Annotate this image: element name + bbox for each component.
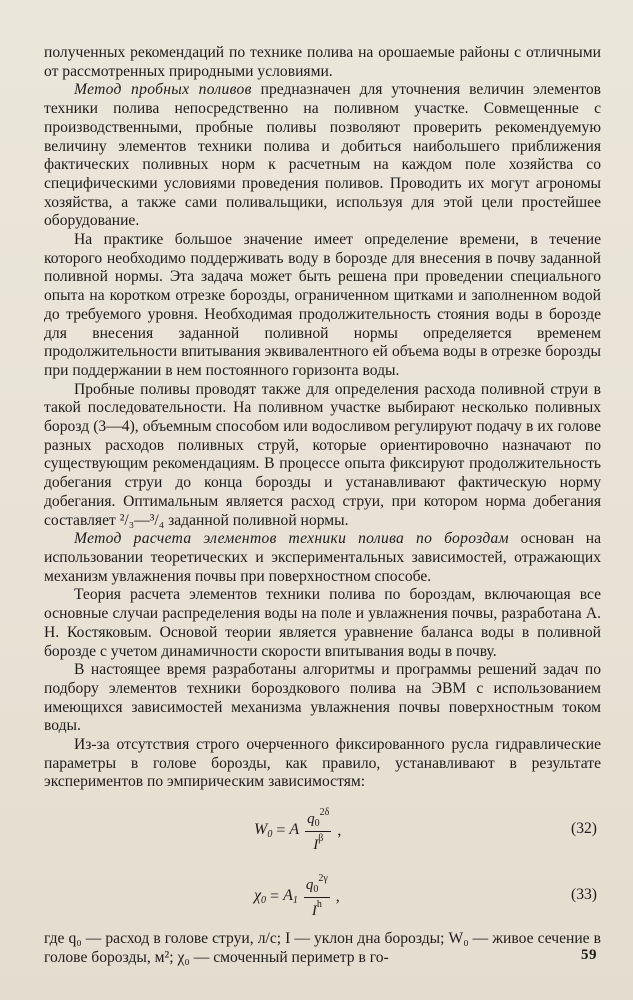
paragraph-text: предназначен для уточнения величин элементов техники полива непосредственно на поливном участке. Совмещенные с производственными, пробные поливы позволяют проверить рекомендуемую величину элементов техники полива и добиться наибольшего приближения фактических поливных норм к расчетным на каждом поле хозяйства со специфическими условиями проведения поливов. Проводить их могут агрономы хозяйства, а также сами поливальщики, используя для этой цели простейшее оборудование. bbox=[44, 81, 602, 230]
formula-expression bbox=[254, 808, 341, 853]
paragraph-calculation-method bbox=[44, 530, 601, 586]
paragraph-water-holding-time bbox=[44, 231, 601, 381]
paragraph-kostyakov-theory bbox=[44, 586, 601, 661]
paragraph-empirical-dependencies bbox=[44, 736, 601, 792]
method-heading: Метод расчета элементов техники полива по бороздам bbox=[74, 530, 509, 548]
formula-denominator: $I^h$ bbox=[311, 899, 322, 920]
paragraph-text: полученных рекомендаций по технике полива на орошаемые районы с отличными от рассмотренных природными условиями. bbox=[44, 44, 601, 80]
equation-number: (32) bbox=[571, 820, 597, 838]
paragraph-text: Из-за отсутствия строго очерченного фиксированного русла гидравлические параметры в голове борозды, как правило, устанавливают в результате экспериментов по эмпирическим зависимостям: bbox=[44, 736, 601, 791]
formula-comma: , bbox=[335, 887, 340, 905]
page-number: 59 bbox=[581, 947, 597, 963]
paragraph-jet-discharge bbox=[44, 381, 601, 531]
paragraph-text: где q₀ — расход в голове струи, л/с; I — уклон дна борозды; W₀ — живое сечение в голове борозды, м²; χ₀ — смоченный периметр в го- bbox=[44, 930, 601, 966]
formula-numerator: $q_0^{2\delta}$ bbox=[305, 808, 331, 832]
paragraph-text: На практике большое значение имеет определение времени, в течение которого необходимо поддерживать воду в борозде для внесения в почву заданной поливной нормы. Эта задача может быть решена при проведении специального опыта на коротком отрезке борозды, ограниченном щитками и заполненном водой до требуемого уровня. Необходимая продолжительность стояния воды в борозде для внесения заданной поливной нормы определяется временем продолжительности впитывания эквивалентного ей объема воды в отрезке борозды при поддержании в нем постоянного горизонта воды. bbox=[44, 231, 601, 379]
formula-numerator: $q_0^{2\gamma}$ bbox=[304, 874, 330, 898]
formula-coefficient: A bbox=[289, 821, 300, 839]
paragraph-text: Теория расчета элементов техники полива по бороздам, включающая все основные случаи распределения воды на поле и увлажнения почвы, разработана А. Н. Костяковым. Основой теории является уравнение баланса воды в поливной борозде с учетом динамичности скорости впитывания воды в почву. bbox=[44, 586, 601, 660]
paragraph-trial-irrigation-method bbox=[44, 81, 601, 231]
paragraph-variable-definitions bbox=[44, 930, 601, 967]
formula-fraction bbox=[305, 808, 331, 853]
paragraph-continuation bbox=[44, 44, 601, 81]
paragraph-computer-algorithms bbox=[44, 661, 601, 736]
paragraph-text: В настоящее время разработаны алгоритмы и программы решений задач по подбору элементов техники бороздкового полива на ЭВМ с использованием имеющихся зависимостей механизма увлажнения почвы поверхностным током воды. bbox=[44, 661, 601, 735]
paragraph-text: Пробные поливы проводят также для определения расхода поливной струи в такой последовательности. На поливном участке выбирают несколько поливных борозд (3—4), объемным способом или водосливом регулируют подачу в их голове разных расходов поливных струй, которые ориентировочно назначают по существующим рекомендациям. В процессе опыта фиксируют продолжительность добегания струи до конца борозды и устанавливают фактическую норму добегания. Оптимальным является расход струи, при котором норма добегания составляет ²/₃—³/₄ заданной поливной нормы. bbox=[44, 380, 601, 529]
paragraph-text: основан на использовании теоретических и экспериментальных зависимостей, отражающих механизм увлажнения почвы при поверхностном способе. bbox=[44, 530, 601, 585]
formula-lhs: $W_0$ bbox=[254, 821, 273, 841]
formula-equals: = bbox=[270, 887, 280, 905]
formula-equals: = bbox=[276, 821, 286, 839]
formula-33 bbox=[44, 868, 601, 924]
formula-denominator: $I^\beta$ bbox=[313, 833, 324, 854]
formula-coefficient: $A_1$ bbox=[283, 887, 298, 907]
equation-number: (33) bbox=[571, 886, 597, 904]
formula-expression bbox=[254, 874, 340, 919]
formula-comma: , bbox=[337, 821, 342, 839]
formula-lhs: $\chi_0$ bbox=[254, 887, 267, 907]
formula-32 bbox=[44, 802, 601, 858]
method-heading: Метод пробных поливов bbox=[74, 81, 252, 99]
formula-fraction bbox=[304, 874, 330, 919]
